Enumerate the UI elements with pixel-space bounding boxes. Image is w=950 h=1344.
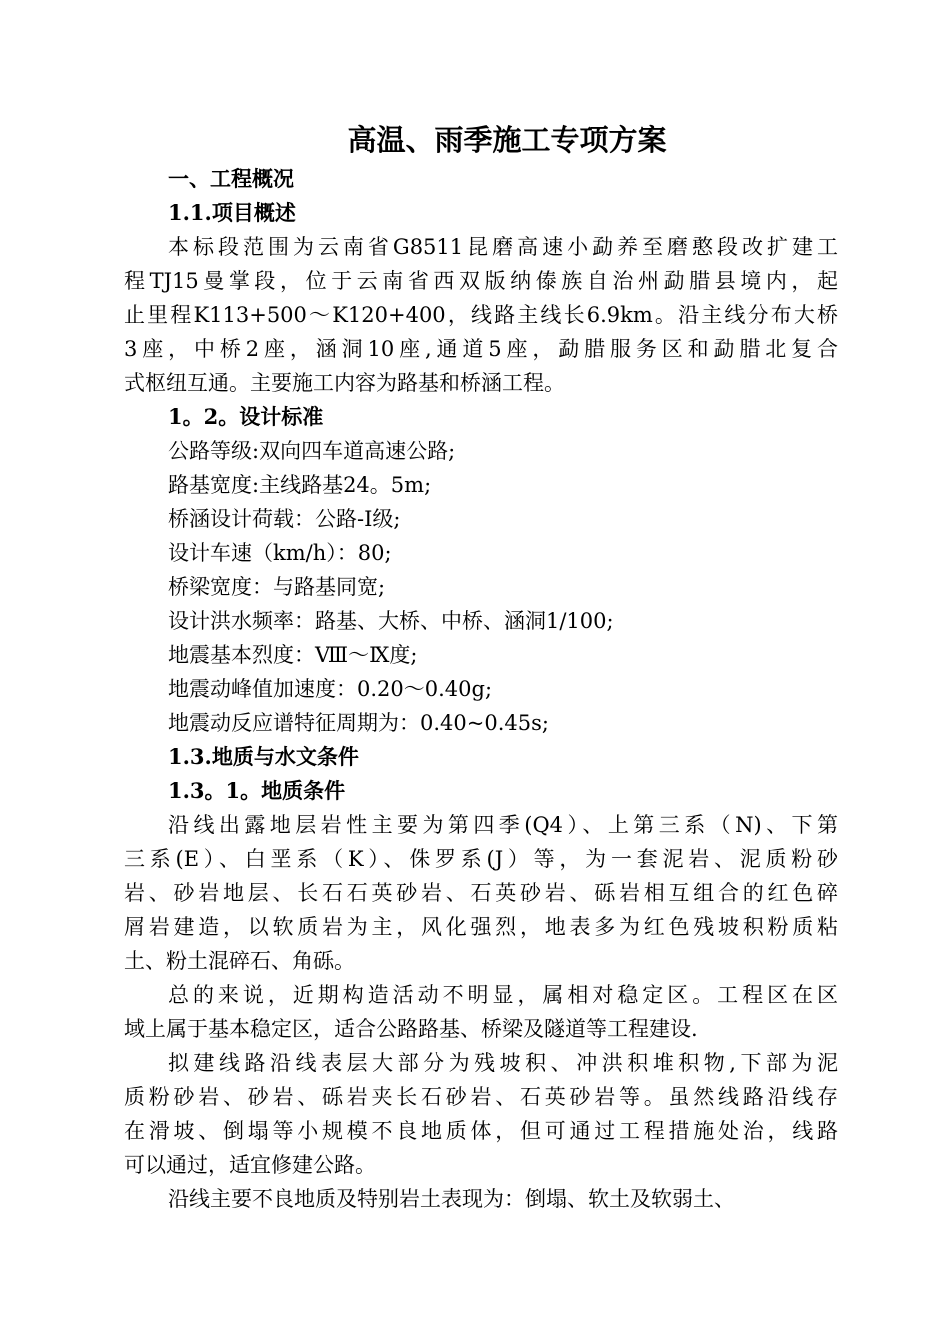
standard-item: 设计车速（km/h）：80; bbox=[168, 541, 392, 565]
paragraph-line: 沿线出露地层岩性主要为第四季(Q4）、上第三系（N)、下第 bbox=[168, 813, 838, 837]
paragraph-line: 拟建线路沿线表层大部分为残坡积、冲洪积堆积物,下部为泥 bbox=[168, 1051, 838, 1075]
paragraph-line: 三系(E）、白垩系（K）、侏罗系(J）等，为一套泥岩、泥质粉砂 bbox=[124, 847, 838, 871]
paragraph-line: 程TJ15曼掌段，位于云南省西双版纳傣族自治州勐腊县境内，起 bbox=[124, 269, 838, 293]
paragraph-line: 质粉砂岩、砂岩、砾岩夹长石砂岩、石英砂岩等。虽然线路沿线存 bbox=[124, 1085, 838, 1109]
paragraph-geology-stability bbox=[124, 978, 838, 1046]
standard-item: 设计洪水频率：路基、大桥、中桥、涵洞1/100; bbox=[168, 609, 614, 633]
standard-item: 桥涵设计荷载：公路-I级; bbox=[168, 507, 401, 531]
paragraph-line: 式枢纽互通。主要施工内容为路基和桥涵工程。 bbox=[124, 371, 565, 395]
section-heading-1-3: 1.3.地质与水文条件 bbox=[168, 744, 359, 769]
paragraph-line: 3座，中桥2座，涵洞10座,通道5座，勐腊服务区和勐腊北复合 bbox=[124, 337, 838, 361]
section-heading-1-1: 1.1.项目概述 bbox=[168, 200, 296, 225]
section-heading-1: 一、工程概况 bbox=[168, 166, 294, 191]
section-heading-1-2: 1。2。设计标准 bbox=[168, 404, 324, 429]
paragraph-geology-route bbox=[124, 1046, 838, 1182]
paragraph-project-overview bbox=[124, 230, 838, 400]
standard-item: 桥梁宽度：与路基同宽; bbox=[168, 575, 386, 599]
paragraph-geology-strata bbox=[124, 808, 838, 978]
paragraph-line: 岩、砂岩地层、长石石英砂岩、石英砂岩、砾岩相互组合的红色碎 bbox=[124, 881, 838, 905]
paragraph-line: 在滑坡、倒塌等小规模不良地质体，但可通过工程措施处治，线路 bbox=[124, 1119, 838, 1143]
paragraph-line: 止里程K113+500～K120+400，线路主线长6.9km。沿主线分布大桥 bbox=[124, 303, 838, 327]
document-title: 高温、雨季施工专项方案 bbox=[347, 123, 667, 157]
paragraph-line: 可以通过，适宜修建公路。 bbox=[124, 1153, 376, 1177]
paragraph-line: 土、粉土混碎石、角砾。 bbox=[124, 949, 355, 973]
paragraph-line: 总的来说，近期构造活动不明显，属相对稳定区。工程区在区 bbox=[168, 983, 838, 1007]
document-body bbox=[124, 162, 838, 1216]
paragraph-adverse-geology bbox=[124, 1182, 838, 1216]
paragraph-line: 本标段范围为云南省G8511昆磨高速小勐养至磨憨段改扩建工 bbox=[168, 235, 838, 259]
section-heading-1-3-1: 1.3。1。地质条件 bbox=[168, 778, 346, 803]
design-standards-list bbox=[124, 434, 838, 740]
standard-item: 地震动峰值加速度：0.20～0.40g; bbox=[168, 677, 493, 701]
standard-item: 地震动反应谱特征周期为：0.40~0.45s; bbox=[168, 711, 549, 735]
standard-item: 路基宽度:主线路基24。5m; bbox=[168, 473, 432, 497]
standard-item: 地震基本烈度：Ⅷ～Ⅸ度; bbox=[168, 643, 418, 667]
paragraph-line: 域上属于基本稳定区，适合公路路基、桥梁及隧道等工程建设. bbox=[124, 1017, 698, 1041]
paragraph-line: 沿线主要不良地质及特别岩土表现为：倒塌、软土及软弱土、 bbox=[168, 1187, 735, 1211]
paragraph-line: 屑岩建造，以软质岩为主，风化强烈，地表多为红色残坡积粉质粘 bbox=[124, 915, 838, 939]
standard-item: 公路等级:双向四车道高速公路; bbox=[168, 439, 456, 463]
